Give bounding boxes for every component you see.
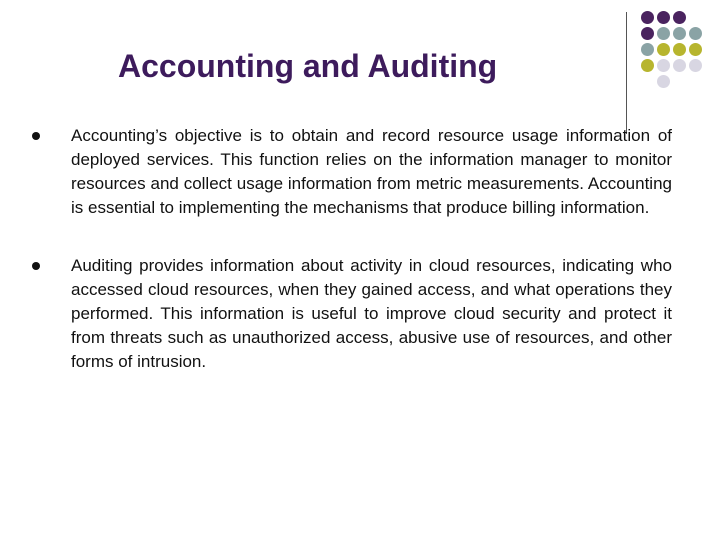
decorative-dot — [641, 11, 654, 24]
decorative-vertical-line — [626, 12, 627, 134]
decorative-dot — [673, 43, 686, 56]
bullet-item-accounting — [32, 124, 672, 220]
decorative-dot — [689, 27, 702, 40]
decorative-dot — [689, 43, 702, 56]
decorative-dot — [673, 27, 686, 40]
decorative-dot — [641, 27, 654, 40]
bullet-text: Accounting’s objective is to obtain and record resource usage information of deployed services. This function relies on the information manager to monitor resources and collect usage information from metric measurements. Accounting is essential to implementing the mechanisms that produce billing information. — [71, 126, 672, 217]
decorative-dot — [673, 59, 686, 72]
decorative-dot — [657, 75, 670, 88]
bullet-text: Auditing provides information about activity in cloud resources, indicating who accessed cloud resources, when they gained access, and what operations they performed. This information is useful to improve cloud security and protect it from threats such as unauthorized access, abusive use of resources, and other forms of intrusion. — [71, 256, 672, 371]
decorative-dot — [641, 43, 654, 56]
bullet-item-auditing — [32, 254, 672, 374]
slide-title: Accounting and Auditing — [118, 48, 498, 84]
bullet-dot-icon — [32, 132, 40, 140]
bullet-list — [32, 124, 672, 408]
decorative-dot — [657, 27, 670, 40]
decorative-dot — [657, 43, 670, 56]
decorative-dot — [689, 59, 702, 72]
bullet-dot-icon — [32, 262, 40, 270]
decorative-dot — [673, 11, 686, 24]
decorative-dot — [657, 59, 670, 72]
decorative-dot — [641, 59, 654, 72]
decorative-dot — [657, 11, 670, 24]
